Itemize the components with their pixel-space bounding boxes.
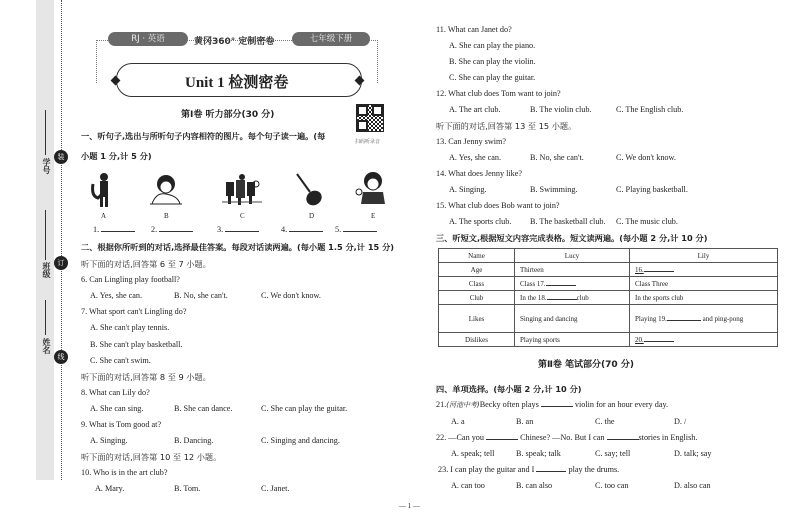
blank-number: 3. bbox=[217, 225, 224, 234]
table-row bbox=[439, 277, 778, 291]
q15-option-a[interactable]: A. The sports club. bbox=[449, 217, 512, 226]
q22-blank-2[interactable] bbox=[607, 438, 639, 440]
section2-instruction: 二、根据你所听到的对话,选择最佳答案。每段对话读两遍。(每小题 1.5 分,计 15 分) bbox=[81, 242, 395, 252]
part1-title: 第Ⅰ卷 听力部分(30 分) bbox=[181, 110, 275, 120]
question-21 bbox=[436, 401, 668, 409]
q21-option-a[interactable]: A. a bbox=[451, 417, 465, 426]
q8-option-c[interactable]: C. She can play the guitar. bbox=[261, 404, 348, 413]
blank-prefix-18: In the 18. bbox=[520, 293, 547, 302]
answer-blank-3[interactable] bbox=[217, 226, 259, 234]
group1-instruction: 听下面的对话,回答第 6 至 7 小题。 bbox=[81, 259, 211, 269]
answer-blank-4[interactable] bbox=[281, 226, 323, 234]
group3-instruction: 听下面的对话,回答第 10 至 12 小题。 bbox=[81, 452, 222, 462]
blank-line bbox=[546, 284, 576, 286]
name-label: 姓名 bbox=[42, 338, 51, 354]
answer-blank-5[interactable] bbox=[335, 226, 377, 234]
lily-age-blank[interactable] bbox=[630, 263, 778, 277]
header-lily: Lily bbox=[630, 249, 778, 263]
student-id-line bbox=[45, 110, 46, 155]
q21-after: violin for an hour every day. bbox=[574, 400, 669, 409]
section1-instruction-line2: 小题 1 分,计 5 分) bbox=[81, 151, 152, 161]
boy-drawing-icon bbox=[148, 174, 182, 206]
picture-letter-e: E bbox=[371, 212, 376, 220]
qr-finder-bl bbox=[357, 120, 368, 131]
qr-code[interactable] bbox=[356, 104, 384, 132]
question-13: 13. Can Jenny swim? bbox=[436, 137, 507, 146]
qr-finder-tl bbox=[357, 105, 368, 116]
q23-option-a[interactable]: A. can too bbox=[451, 481, 485, 490]
q21-blank[interactable] bbox=[541, 405, 573, 407]
question-11: 11. What can Janet do? bbox=[436, 25, 512, 34]
student-id-label: 学号 bbox=[42, 158, 51, 174]
subject-pill: RJ · 英语 bbox=[108, 32, 188, 46]
q11-option-a[interactable]: A. She can play the piano. bbox=[449, 41, 536, 50]
page-number: — 1 — bbox=[399, 502, 420, 510]
lily-class: Class Three bbox=[630, 277, 778, 291]
lily-club: In the sports club bbox=[630, 291, 778, 305]
row-label: Age bbox=[439, 263, 515, 277]
blank-line bbox=[644, 340, 674, 342]
q21-option-c[interactable]: C. the bbox=[595, 417, 615, 426]
q8-option-a[interactable]: A. She can sing. bbox=[90, 404, 144, 413]
blank-prefix-17: Class 17. bbox=[520, 279, 546, 288]
part2-title: 第Ⅱ卷 笔试部分(70 分) bbox=[538, 360, 634, 370]
q23-option-b[interactable]: B. can also bbox=[516, 481, 553, 490]
blank-line bbox=[343, 230, 377, 232]
q7-option-a[interactable]: A. She can't play tennis. bbox=[90, 323, 170, 332]
blank-number-20: 20. bbox=[635, 335, 644, 344]
q12-option-a[interactable]: A. The art club. bbox=[449, 105, 501, 114]
question-8: 8. What can Lily do? bbox=[81, 388, 150, 397]
q8-option-b[interactable]: B. She can dance. bbox=[174, 404, 233, 413]
binding-mark-ding: 订 bbox=[54, 256, 68, 270]
picture-letter-b: B bbox=[164, 212, 169, 220]
question-6: 6. Can Lingling play football? bbox=[81, 275, 180, 284]
q23-option-d[interactable]: D. also can bbox=[674, 481, 711, 490]
brand-text: 黄冈360° 定制密卷 bbox=[194, 37, 275, 47]
lily-likes-blank[interactable] bbox=[630, 305, 778, 333]
header-lucy: Lucy bbox=[515, 249, 630, 263]
question-14: 14. What does Jenny like? bbox=[436, 169, 523, 178]
q22-option-b[interactable]: B. speak; talk bbox=[516, 449, 561, 458]
question-23 bbox=[438, 466, 619, 474]
q10-option-b[interactable]: B. Tom. bbox=[174, 484, 201, 493]
section1-instruction-line1: 一、听句子,选出与所听句子内容相符的图片。每个句子读一遍。(每 bbox=[81, 131, 326, 141]
question-15: 15. What club does Bob want to join? bbox=[436, 201, 560, 210]
table-row bbox=[439, 291, 778, 305]
boy-kungfu-icon bbox=[355, 170, 389, 208]
blank-number-16: 16. bbox=[635, 265, 644, 274]
grade-pill: 七年级下册 bbox=[292, 32, 370, 46]
q9-option-c[interactable]: C. Singing and dancing. bbox=[261, 436, 340, 445]
qr-finder-tr bbox=[372, 105, 383, 116]
q9-option-a[interactable]: A. Singing. bbox=[90, 436, 128, 445]
q6-option-a[interactable]: A. Yes, she can. bbox=[90, 291, 143, 300]
q7-option-b[interactable]: B. She can't play basketball. bbox=[90, 340, 183, 349]
row-label: Club bbox=[439, 291, 515, 305]
blank-number: 4. bbox=[281, 225, 288, 234]
blank-suffix: and ping-pong bbox=[702, 314, 744, 323]
group2-instruction: 听下面的对话,回答第 8 至 9 小题。 bbox=[81, 372, 211, 382]
q6-option-c[interactable]: C. We don't know. bbox=[261, 291, 321, 300]
question-12: 12. What club does Tom want to join? bbox=[436, 89, 561, 98]
blank-number: 2. bbox=[151, 225, 158, 234]
q21-option-b[interactable]: B. an bbox=[516, 417, 534, 426]
blank-line bbox=[644, 270, 674, 272]
q21-source: (河池中考) bbox=[446, 401, 480, 409]
lucy-club-blank[interactable] bbox=[515, 291, 630, 305]
q9-option-b[interactable]: B. Dancing. bbox=[174, 436, 214, 445]
lucy-class-blank[interactable] bbox=[515, 277, 630, 291]
q11-option-c[interactable]: C. She can play the guitar. bbox=[449, 73, 536, 82]
q22-before: 22. —Can you bbox=[436, 433, 484, 442]
blank-line bbox=[547, 298, 577, 300]
blank-number: 5. bbox=[335, 225, 342, 234]
q21-before: Becky often plays bbox=[479, 400, 539, 409]
lucy-likes: Singing and dancing bbox=[515, 305, 630, 333]
table-row bbox=[439, 305, 778, 333]
q23-after: play the drums. bbox=[568, 465, 620, 474]
picture-letter-c: C bbox=[240, 212, 245, 220]
blank-line bbox=[289, 230, 323, 232]
lily-dislikes-blank[interactable] bbox=[630, 333, 778, 347]
saxophone-player-icon bbox=[88, 172, 112, 208]
lucy-dislikes: Playing sports bbox=[515, 333, 630, 347]
q15-option-b[interactable]: B. The basketball club. bbox=[530, 217, 606, 226]
guitar-icon bbox=[294, 172, 324, 208]
q22-after: stories in English. bbox=[638, 433, 698, 442]
blank-line bbox=[159, 230, 193, 232]
answer-blank-1[interactable] bbox=[93, 226, 135, 234]
q15-option-c[interactable]: C. The music club. bbox=[616, 217, 678, 226]
info-table bbox=[438, 248, 778, 347]
q22-option-d[interactable]: D. talk; say bbox=[674, 449, 712, 458]
q23-blank[interactable] bbox=[536, 470, 566, 472]
q23-option-c[interactable]: C. too can bbox=[595, 481, 629, 490]
q22-option-a[interactable]: A. speak; tell bbox=[451, 449, 495, 458]
q23-before: 23. I can play the guitar and I bbox=[438, 465, 535, 474]
answer-blank-2[interactable] bbox=[151, 226, 193, 234]
q13-option-a[interactable]: A. Yes, she can. bbox=[449, 153, 502, 162]
q13-option-c[interactable]: C. We don't know. bbox=[616, 153, 676, 162]
row-label: Likes bbox=[439, 305, 515, 333]
question-9: 9. What is Tom good at? bbox=[81, 420, 162, 429]
row-label: Dislikes bbox=[439, 333, 515, 347]
table-row bbox=[439, 333, 778, 347]
qr-caption: 扫码听录音 bbox=[355, 139, 381, 145]
lucy-age: Thirteen bbox=[515, 263, 630, 277]
q12-option-c[interactable]: C. The English club. bbox=[616, 105, 684, 114]
q22-blank-1[interactable] bbox=[486, 438, 518, 440]
q21-option-d[interactable]: D. / bbox=[674, 417, 687, 426]
q22-option-c[interactable]: C. say; tell bbox=[595, 449, 631, 458]
band-group-icon bbox=[222, 172, 262, 206]
blank-suffix: club bbox=[576, 293, 589, 302]
question-10: 10. Who is in the art club? bbox=[81, 468, 168, 477]
q10-option-a[interactable]: A. Mary. bbox=[95, 484, 125, 493]
question-7: 7. What sport can't Lingling do? bbox=[81, 307, 187, 316]
q14-option-a[interactable]: A. Singing. bbox=[449, 185, 487, 194]
q7-option-c[interactable]: C. She can't swim. bbox=[90, 356, 151, 365]
q10-option-c[interactable]: C. Janet. bbox=[261, 484, 290, 493]
q22-middle: Chinese? —No. But I can bbox=[520, 433, 605, 442]
picture-letter-d: D bbox=[309, 212, 315, 220]
header-name: Name bbox=[439, 249, 515, 263]
q21-number: 21. bbox=[436, 400, 447, 409]
binding-dotted-line bbox=[61, 0, 62, 480]
question-22 bbox=[436, 434, 697, 442]
q14-option-b[interactable]: B. Swimming. bbox=[530, 185, 578, 194]
name-line bbox=[45, 300, 46, 335]
table-row bbox=[439, 263, 778, 277]
binding-mark-zhuang: 装 bbox=[54, 150, 68, 164]
q13-option-b[interactable]: B. No, she can't. bbox=[530, 153, 584, 162]
picture-letter-a: A bbox=[101, 212, 107, 220]
unit-title: Unit 1 检测密卷 bbox=[185, 75, 289, 91]
binding-mark-xian: 线 bbox=[54, 350, 68, 364]
table-header-row bbox=[439, 249, 778, 263]
section4-instruction: 四、单项选择。(每小题 2 分,计 10 分) bbox=[436, 384, 582, 394]
q6-option-b[interactable]: B. No, she can't. bbox=[174, 291, 228, 300]
section3-instruction: 三、听短文,根据短文内容完成表格。短文读两遍。(每小题 2 分,计 10 分) bbox=[436, 233, 708, 243]
blank-line bbox=[101, 230, 135, 232]
q14-option-c[interactable]: C. Playing basketball. bbox=[616, 185, 688, 194]
group4-instruction: 听下面的对话,回答第 13 至 15 小题。 bbox=[436, 121, 577, 131]
q12-option-b[interactable]: B. The violin club. bbox=[530, 105, 592, 114]
blank-number: 1. bbox=[93, 225, 100, 234]
blank-line bbox=[225, 230, 259, 232]
blank-prefix-19: Playing 19. bbox=[635, 314, 667, 323]
blank-line bbox=[667, 319, 701, 321]
q11-option-b[interactable]: B. She can play the violin. bbox=[449, 57, 536, 66]
class-line bbox=[45, 210, 46, 260]
row-label: Class bbox=[439, 277, 515, 291]
class-label: 班级 bbox=[42, 262, 51, 278]
